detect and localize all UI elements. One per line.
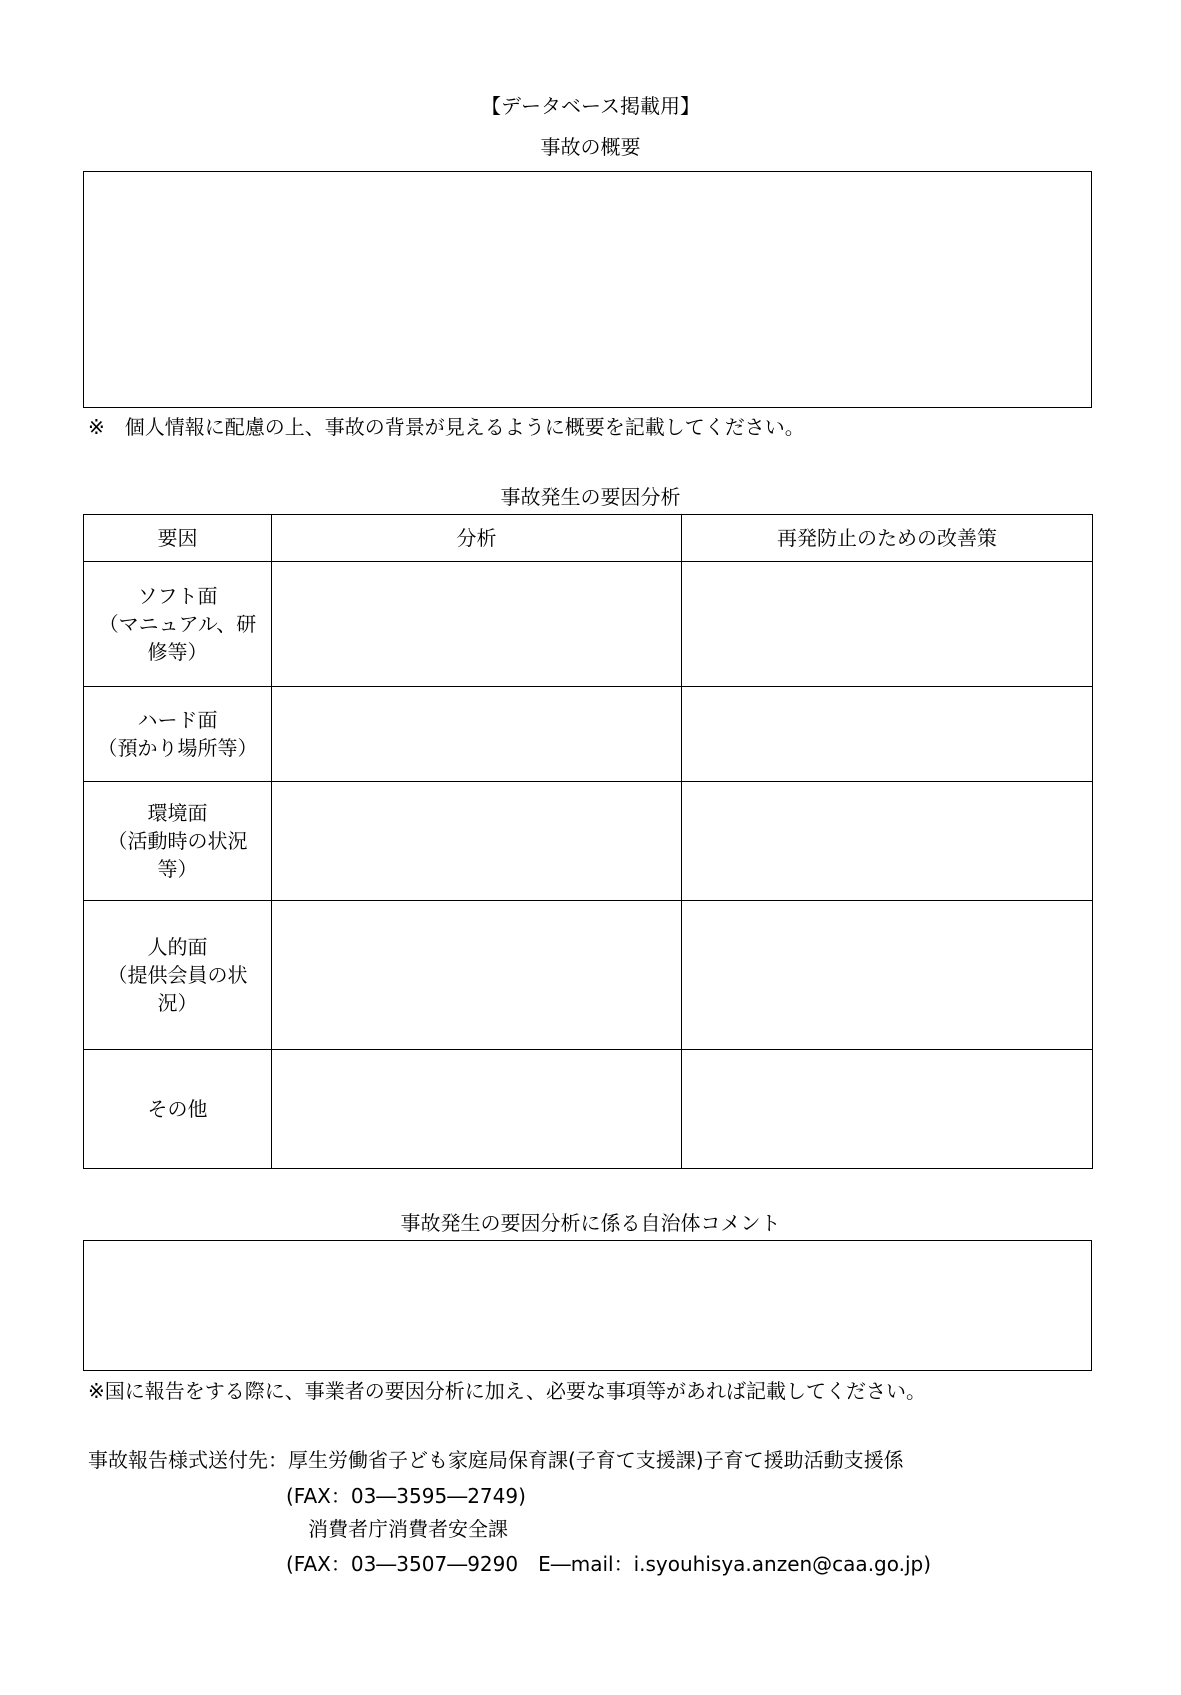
table-row-human: [84, 901, 1093, 1050]
table-row-hardware: [84, 687, 1093, 782]
analysis-cell[interactable]: [272, 1050, 682, 1169]
summary-note: ※ 個人情報に配慮の上、事故の背景が見えるように概要を記載してください。: [88, 415, 805, 439]
summary-textbox[interactable]: [83, 171, 1092, 408]
table-row-software: [84, 562, 1093, 687]
factor-sublabel: （活動時の状況: [107, 829, 248, 853]
factor-label: 環境面: [147, 801, 208, 825]
footer-fax-email-caa: (FAX：03―3507―9290 E―mail：i.syouhisya.anzen@caa.go.jp): [286, 1552, 932, 1576]
analysis-cell[interactable]: [272, 687, 682, 782]
factor-cell: [84, 782, 272, 901]
factor-sublabel: 等）: [157, 857, 198, 881]
factor-analysis-table: [83, 514, 1093, 1169]
factor-cell: [84, 562, 272, 687]
factor-cell: [84, 687, 272, 782]
comment-textbox[interactable]: [83, 1240, 1092, 1371]
analysis-cell[interactable]: [272, 782, 682, 901]
measures-cell[interactable]: [682, 562, 1093, 687]
footer-send-to: 事故報告様式送付先：厚生労働省子ども家庭局保育課(子育て支援課)子育て援助活動支援係: [88, 1448, 904, 1472]
analysis-cell[interactable]: [272, 562, 682, 687]
factor-label: ソフト面: [137, 584, 218, 608]
measures-cell[interactable]: [682, 1050, 1093, 1169]
database-tag-heading: 【データベース掲載用】: [481, 94, 700, 118]
factor-cell: [84, 1050, 272, 1169]
table-row-environment: [84, 782, 1093, 901]
factor-sublabel: （マニュアル、研: [98, 612, 257, 636]
factor-sublabel: （提供会員の状: [107, 963, 248, 987]
factor-cell: [84, 901, 272, 1050]
measures-cell[interactable]: [682, 782, 1093, 901]
summary-title: 事故の概要: [540, 135, 641, 159]
analysis-cell[interactable]: [272, 901, 682, 1050]
column-header-analysis: 分析: [272, 515, 682, 562]
analysis-title: 事故発生の要因分析: [500, 485, 681, 509]
measures-cell[interactable]: [682, 901, 1093, 1050]
factor-sublabel: 況）: [157, 991, 198, 1015]
factor-sublabel: （預かり場所等）: [97, 736, 258, 760]
footer-caa-dept: 消費者庁消費者安全課: [308, 1517, 508, 1541]
column-header-measures: 再発防止のための改善策: [682, 515, 1093, 562]
footer-fax-mhlw: (FAX：03―3595―2749): [286, 1484, 526, 1508]
comment-note: ※国に報告をする際に、事業者の要因分析に加え、必要な事項等があれば記載してください。: [88, 1379, 926, 1403]
factor-label: ハード面: [137, 708, 218, 732]
comment-title: 事故発生の要因分析に係る自治体コメント: [400, 1211, 781, 1235]
table-row-other: [84, 1050, 1093, 1169]
factor-label: その他: [147, 1097, 208, 1121]
factor-label: 人的面: [147, 935, 208, 959]
table-header-row: [84, 515, 1093, 562]
measures-cell[interactable]: [682, 687, 1093, 782]
factor-sublabel: 修等）: [147, 640, 208, 664]
column-header-factor: 要因: [84, 515, 272, 562]
